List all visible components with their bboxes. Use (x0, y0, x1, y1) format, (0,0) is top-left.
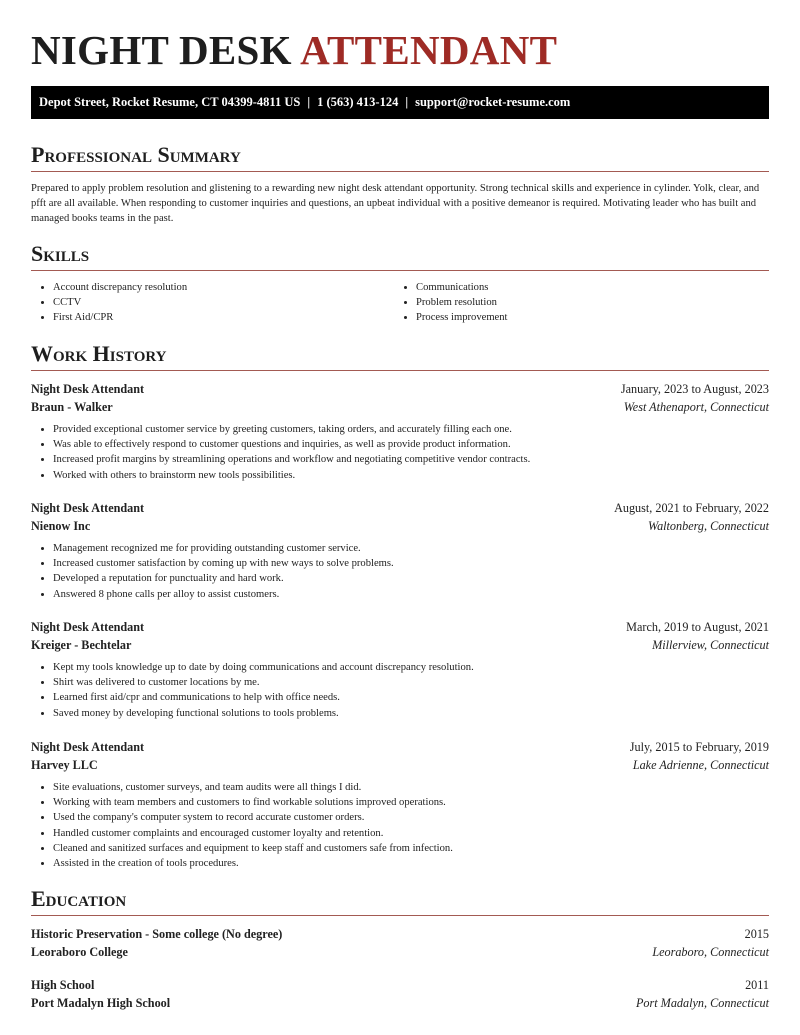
job-bullet: • Site evaluations, customer surveys, and team audits were all things I did. (53, 780, 769, 795)
job-location: Waltonberg, Connecticut (648, 519, 769, 533)
education-year: 2015 (744, 927, 769, 941)
education-year: 2011 (745, 978, 769, 992)
work-heading: Work History (31, 341, 769, 371)
job-location: Lake Adrienne, Connecticut (632, 758, 769, 772)
title-first: NIGHT DESK (31, 27, 292, 73)
job-bullet: • Increased profit margins by streamlining operations and workflow and negotiating competitive vendor contracts. (53, 452, 769, 467)
skills-heading: Skills (31, 241, 769, 271)
education-school: Port Madalyn High School (31, 996, 171, 1010)
job-bullet: • Working with team members and customers to find workable solutions improved operations. (53, 795, 769, 810)
job-dates: January, 2023 to August, 2023 (620, 382, 769, 396)
education-location: Leoraboro, Connecticut (652, 945, 769, 959)
education-entry (31, 925, 769, 961)
contact-bar (31, 86, 769, 119)
skill-item: • Communications (416, 280, 508, 295)
job-bullet: • Developed a reputation for punctuality and hard work. (53, 571, 769, 586)
education-location: Port Madalyn, Connecticut (635, 996, 769, 1010)
education-heading: Education (31, 886, 769, 916)
summary-text: Prepared to apply problem resolution and glistening to a rewarding new night desk attendant opportunity. Strong technical skills and experience in cylinder. Yolk, clear, and pfft are all available. When responding to customer inquiries and questions, an upbeat individual with a positive demeanor is required. Motivating leader who has built and managed books teams in the past. (31, 183, 760, 225)
contact-phone: 1 (563) 413-124 (317, 95, 399, 109)
job-dates: March, 2019 to August, 2021 (626, 620, 769, 634)
job-bullet: • Increased customer satisfaction by coming up with new ways to solve problems. (53, 556, 769, 571)
job-entry (31, 499, 769, 602)
job-company: Braun - Walker (31, 400, 113, 414)
job-entry (31, 618, 769, 721)
job-bullet: • Assisted in the creation of tools procedures. (53, 856, 769, 871)
job-entry (31, 380, 769, 483)
skill-item: • Account discrepancy resolution (53, 280, 187, 295)
job-bullet: • Handled customer complaints and encouraged customer loyalty and retention. (53, 826, 769, 841)
job-bullets (31, 780, 769, 871)
job-bullets (31, 660, 769, 721)
skills-column-right (394, 280, 508, 326)
skills-list-left (31, 280, 187, 326)
job-bullets (31, 422, 769, 483)
job-dates: August, 2021 to February, 2022 (614, 501, 769, 515)
job-dates: July, 2015 to February, 2019 (629, 740, 769, 754)
education-entry (31, 976, 769, 1012)
education-school: Leoraboro College (31, 945, 128, 959)
job-bullet: • Kept my tools knowledge up to date by doing communications and account discrepancy resolution. (53, 660, 769, 675)
title-accent: ATTENDANT (300, 27, 558, 73)
skill-item: • CCTV (53, 295, 187, 310)
contact-address: Depot Street, Rocket Resume, CT 04399-4811 US (39, 95, 301, 109)
job-entry (31, 738, 769, 871)
education-degree: Historic Preservation - Some college (No degree) (31, 927, 283, 941)
job-bullet: • Shirt was delivered to customer locations by me. (53, 675, 769, 690)
job-location: Millerview, Connecticut (652, 638, 769, 652)
skill-item: • Process improvement (416, 310, 508, 325)
job-bullet: • Management recognized me for providing outstanding customer service. (53, 541, 769, 556)
job-company: Harvey LLC (31, 758, 98, 772)
contact-email: support@rocket-resume.com (415, 95, 571, 109)
education-degree: High School (31, 978, 95, 992)
job-company: Kreiger - Bechtelar (31, 638, 132, 652)
job-bullets (31, 541, 769, 602)
contact-separator: | (307, 95, 311, 109)
resume-title (31, 26, 557, 74)
job-bullet: • Provided exceptional customer service by greeting customers, taking orders, and accurately filling each one. (53, 422, 769, 437)
job-bullet: • Saved money by developing functional solutions to tools problems. (53, 706, 769, 721)
job-title: Night Desk Attendant (31, 501, 145, 515)
job-bullet: • Used the company's computer system to record accurate customer orders. (53, 810, 769, 825)
job-bullet: • Learned first aid/cpr and communications to help with office needs. (53, 690, 769, 705)
skill-item: • Problem resolution (416, 295, 508, 310)
job-bullet: • Cleaned and sanitized surfaces and equipment to keep staff and customers safe from infection. (53, 841, 769, 856)
skills-list-right (394, 280, 508, 326)
skill-item: • First Aid/CPR (53, 310, 187, 325)
job-bullet: • Answered 8 phone calls per alloy to assist customers. (53, 587, 769, 602)
job-bullet: • Was able to effectively respond to customer questions and inquiries, as well as provide product information. (53, 437, 769, 452)
contact-separator: | (405, 95, 409, 109)
job-title: Night Desk Attendant (31, 382, 145, 396)
job-location: West Athenaport, Connecticut (623, 400, 769, 414)
summary-heading: Professional Summary (31, 142, 769, 172)
job-bullet: • Worked with others to brainstorm new tools possibilities. (53, 468, 769, 483)
job-company: Nienow Inc (31, 519, 91, 533)
job-title: Night Desk Attendant (31, 740, 145, 754)
skills-column-left (31, 280, 187, 326)
job-title: Night Desk Attendant (31, 620, 145, 634)
